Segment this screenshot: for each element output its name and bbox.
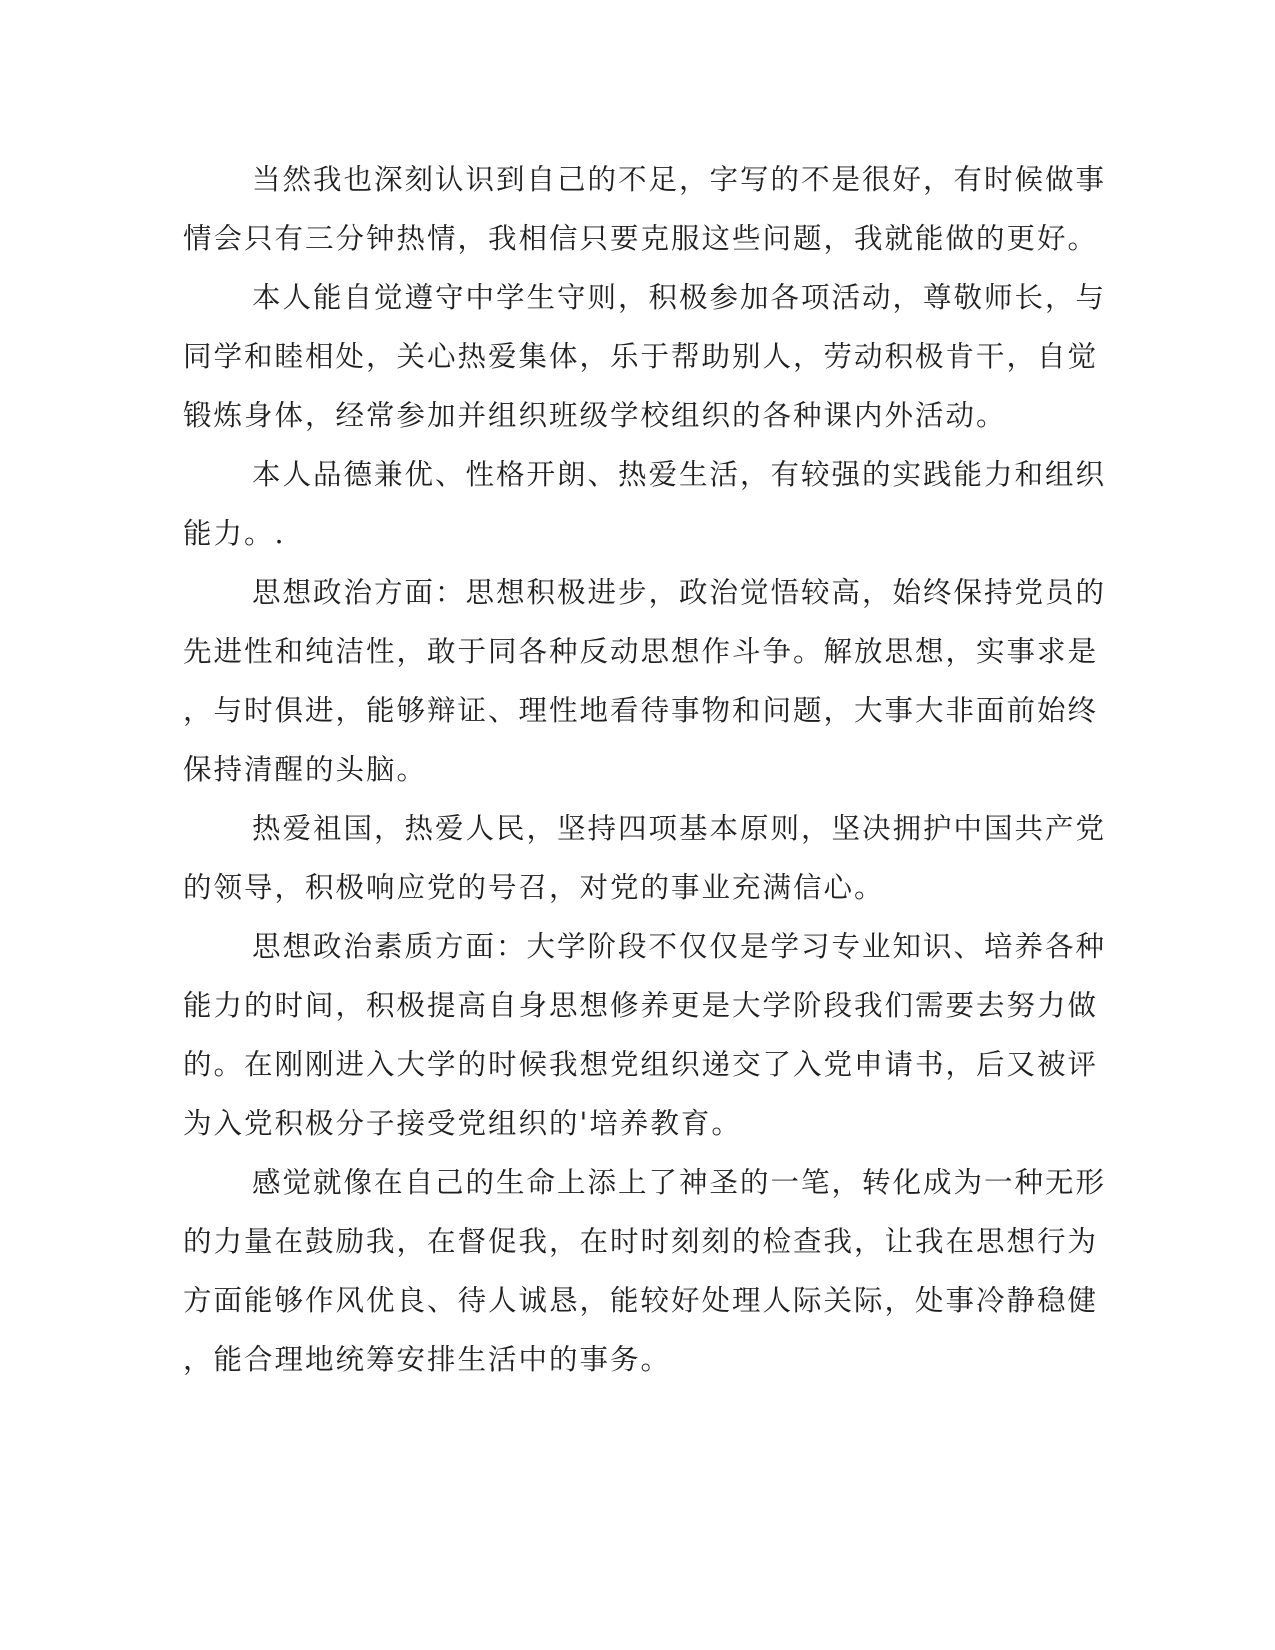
paragraph-6-line-3: 的。在刚刚进入大学的时候我想党组织递交了入党申请书，后又被评 [183,1048,1099,1081]
paragraph-5-line-2: 的领导，积极响应党的号召，对党的事业充满信心。 [183,871,885,904]
paragraph-6-line-4: 为入党积极分子接受党组织的'培养教育。 [183,1107,742,1140]
paragraph-1-line-2: 情会只有三分钟热情，我相信只要克服这些问题，我就能做的更好。 [183,222,1099,255]
paragraph-6-line-1: 思想政治素质方面：大学阶段不仅仅是学习专业知识、培养各种 [252,930,1107,963]
paragraph-7-line-1: 感觉就像在自己的生命上添上了神圣的一笔，转化成为一种无形 [252,1166,1107,1199]
paragraph-4-line-4: 保持清醒的头脑。 [183,753,428,786]
paragraph-7-line-4: ，能合理地统筹安排生活中的事务。 [183,1343,672,1376]
paragraph-2-line-3: 锻炼身体，经常参加并组织班级学校组织的各种课内外活动。 [183,399,1007,432]
paragraph-6-line-2: 能力的时间，积极提高自身思想修养更是大学阶段我们需要去努力做 [183,989,1099,1022]
paragraph-7-line-2: 的力量在鼓励我，在督促我，在时时刻刻的检查我，让我在思想行为 [183,1225,1099,1258]
paragraph-2-line-1: 本人能自觉遵守中学生守则，积极参加各项活动，尊敬师长，与 [252,281,1107,314]
paragraph-1-line-1: 当然我也深刻认识到自己的不足，字写的不是很好，有时候做事 [252,163,1107,196]
paragraph-4-line-3: ，与时俱进，能够辩证、理性地看待事物和问题，大事大非面前始终 [183,694,1099,727]
paragraph-4-line-2: 先进性和纯洁性，敢于同各种反动思想作斗争。解放思想，实事求是 [183,635,1099,668]
paragraph-3-line-1: 本人品德兼优、性格开朗、热爱生活，有较强的实践能力和组织 [252,458,1107,491]
paragraph-2-line-2: 同学和睦相处，关心热爱集体，乐于帮助别人，劳动积极肯干，自觉 [183,340,1099,373]
paragraph-3-line-2: 能力。. [183,517,286,550]
paragraph-5-line-1: 热爱祖国，热爱人民，坚持四项基本原则，坚决拥护中国共产党 [252,812,1107,845]
document-body [183,150,1107,1389]
paragraph-4-line-1: 思想政治方面：思想积极进步，政治觉悟较高，始终保持党员的 [252,576,1107,609]
paragraph-7-line-3: 方面能够作风优良、待人诚恳，能较好处理人际关际，处事冷静稳健 [183,1284,1099,1317]
